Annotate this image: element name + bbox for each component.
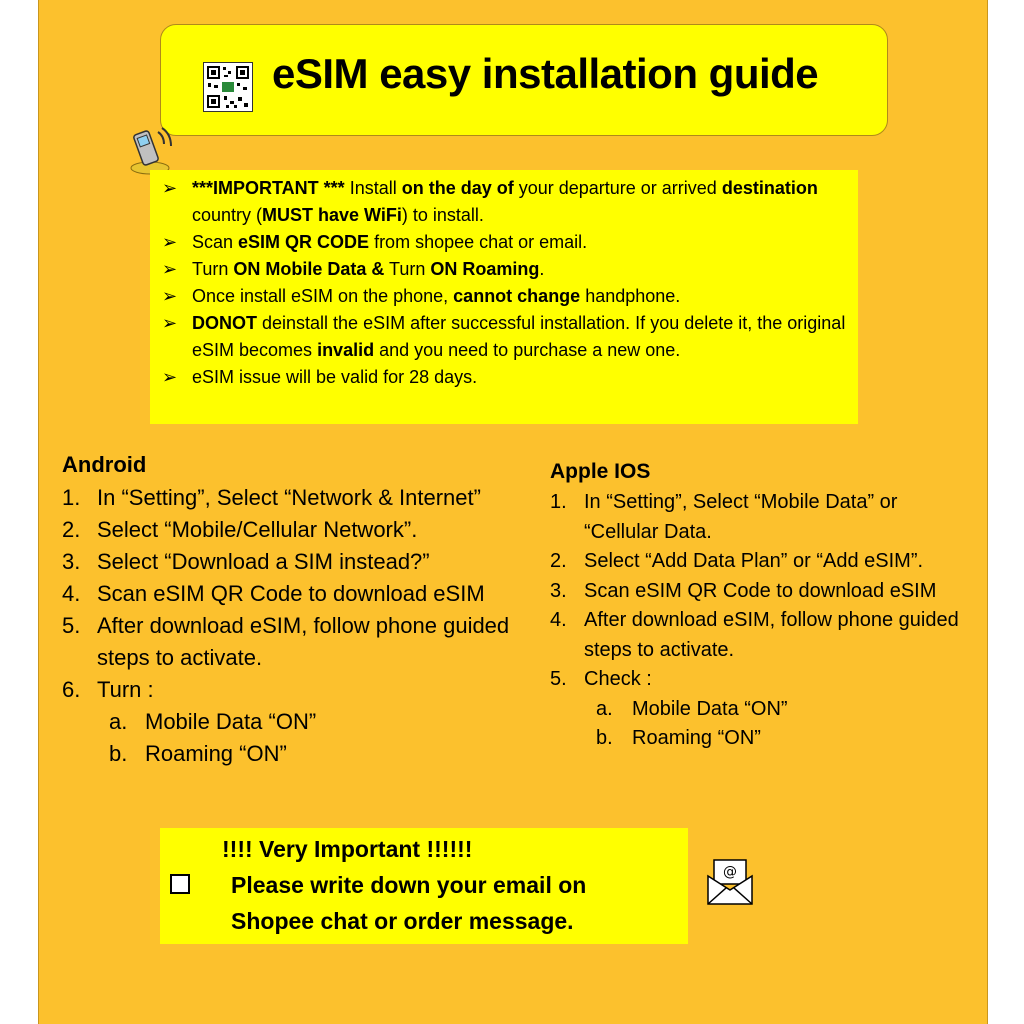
ios-step: [550, 606, 970, 665]
arrow-bullet-icon: ➢: [162, 232, 178, 252]
android-step: [62, 546, 552, 578]
step-text: After download eSIM, follow phone guided steps to activate.: [584, 609, 959, 661]
note-text: country (: [192, 205, 263, 225]
email-reminder-line1: Please write down your email on: [231, 872, 587, 898]
note-text: MUST have WiFi: [262, 205, 402, 225]
step-number: 4.: [550, 609, 567, 631]
step-number: 3.: [62, 549, 81, 574]
step-text: Scan eSIM QR Code to download eSIM: [97, 581, 485, 606]
important-note-item: [160, 175, 858, 229]
android-step: [62, 578, 552, 610]
very-important-title: !!!! Very Important !!!!!!: [222, 836, 473, 862]
sub-step-text: Mobile Data “ON”: [632, 697, 788, 720]
sub-step-text: Roaming “ON”: [632, 727, 761, 749]
note-text: Install: [349, 178, 402, 198]
step-number: 3.: [550, 579, 567, 602]
step-text: Turn :: [97, 677, 154, 702]
ios-step: [550, 665, 970, 754]
ios-step: [550, 547, 970, 577]
android-sub-step: [109, 706, 552, 738]
arrow-bullet-icon: ➢: [162, 367, 178, 387]
ios-sub-step: [596, 724, 970, 754]
page-title: eSIM easy installation guide: [272, 50, 819, 97]
arrow-bullet-icon: ➢: [162, 259, 178, 279]
step-number: 1.: [62, 485, 81, 510]
important-notes-list: [160, 175, 858, 391]
step-number: 2.: [550, 550, 567, 572]
sub-step-letter: b.: [109, 741, 128, 766]
arrow-bullet-icon: ➢: [162, 313, 178, 333]
step-text: In “Setting”, Select “Mobile Data” or “Cellular Data.: [584, 491, 898, 543]
sub-step-text: Mobile Data “ON”: [145, 709, 317, 734]
ios-sub-step: [596, 695, 970, 725]
step-text: Scan eSIM QR Code to download eSIM: [584, 579, 937, 602]
phone-signal-icon: [128, 124, 176, 176]
note-text: DONOT: [192, 313, 257, 333]
note-text: eSIM issue will be valid for 28 days.: [192, 367, 478, 387]
sub-step-letter: a.: [596, 697, 613, 720]
email-reminder-line2: Shopee chat or order message.: [231, 908, 574, 934]
sub-step-letter: a.: [109, 709, 128, 734]
ios-step: [550, 488, 970, 547]
step-text: Select “Add Data Plan” or “Add eSIM”.: [584, 550, 924, 572]
important-note-item: [160, 310, 858, 364]
android-sub-steps: [97, 706, 552, 770]
android-section: [62, 452, 552, 770]
ios-steps-list: [550, 488, 970, 754]
step-number: 5.: [550, 668, 567, 690]
step-text: Check :: [584, 668, 652, 690]
note-text: and you need to purchase a new one.: [374, 340, 681, 360]
very-important-box: [160, 828, 688, 944]
sub-step-text: Roaming “ON”: [145, 741, 287, 766]
ios-step: [550, 577, 970, 607]
note-text: on the day of: [401, 178, 514, 198]
android-step: [62, 610, 552, 674]
qr-code-icon: [203, 62, 253, 112]
important-note-item: [160, 256, 858, 283]
note-text: invalid: [317, 340, 375, 360]
step-number: 1.: [550, 491, 567, 513]
android-title: Android: [62, 452, 147, 477]
step-number: 5.: [62, 613, 81, 638]
note-text: Scan: [192, 232, 239, 252]
android-step: [62, 482, 552, 514]
step-text: Select “Download a SIM instead?”: [97, 549, 430, 574]
note-text: deinstall the eSIM after successful installation. If you delete it, the original eSIM becomes: [192, 313, 846, 360]
note-text: ON Mobile Data &: [233, 259, 385, 279]
email-envelope-icon: [706, 858, 754, 906]
note-text: ON Roaming: [430, 259, 540, 279]
note-text: ***IMPORTANT ***: [192, 178, 350, 198]
svg-text:@: @: [723, 864, 737, 880]
step-number: 4.: [62, 581, 81, 606]
arrow-bullet-icon: ➢: [162, 286, 178, 306]
sub-step-letter: b.: [596, 727, 613, 749]
note-text: ) to install.: [401, 205, 484, 225]
note-text: from shopee chat or email.: [369, 232, 588, 252]
note-text: handphone.: [580, 286, 681, 306]
checkbox-icon: [170, 874, 190, 894]
important-notes-box: [150, 170, 858, 424]
note-text: destination: [721, 178, 818, 198]
important-note-item: [160, 283, 858, 310]
note-text: Once install eSIM on the phone,: [192, 286, 454, 306]
step-number: 2.: [62, 517, 81, 542]
android-steps-list: [62, 482, 552, 770]
note-text: Turn: [192, 259, 234, 279]
arrow-bullet-icon: ➢: [162, 178, 178, 198]
note-text: eSIM QR CODE: [238, 232, 370, 252]
step-text: In “Setting”, Select “Network & Internet”: [97, 485, 481, 510]
android-sub-step: [109, 738, 552, 770]
ios-title: Apple IOS: [550, 460, 651, 483]
important-note-item: [160, 229, 858, 256]
step-text: Select “Mobile/Cellular Network”.: [97, 517, 418, 542]
step-text: After download eSIM, follow phone guided steps to activate.: [97, 613, 510, 670]
android-step: [62, 514, 552, 546]
android-step: [62, 674, 552, 770]
step-number: 6.: [62, 677, 81, 702]
note-text: your departure or arrived: [513, 178, 722, 198]
note-text: Turn: [384, 259, 431, 279]
note-text: .: [539, 259, 545, 279]
note-text: cannot change: [453, 286, 581, 306]
ios-section: [550, 460, 970, 754]
important-note-item: [160, 364, 858, 391]
ios-sub-steps: [584, 695, 970, 754]
